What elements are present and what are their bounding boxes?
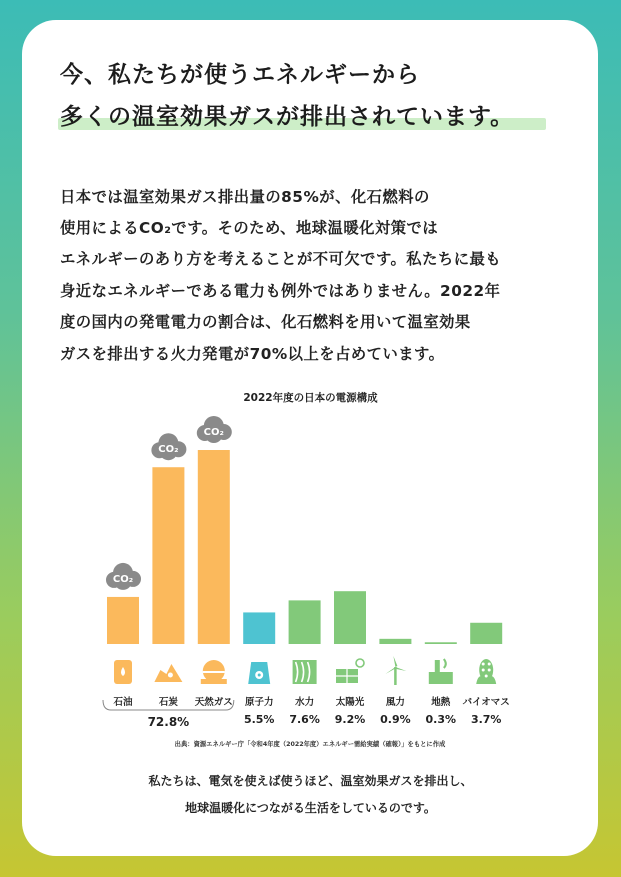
category-label: 太陽光 — [335, 697, 365, 708]
hydro-dam-icon — [293, 660, 317, 684]
category-label: 天然ガス — [194, 697, 233, 708]
solar-panel-icon — [336, 659, 364, 683]
value-label: 0.9% — [380, 713, 411, 726]
gas-tank-icon — [201, 660, 227, 684]
bar-geothermal-plant — [425, 642, 457, 644]
bar-gas-tank — [198, 450, 230, 644]
body-text-line: エネルギーのあり方を考えることが不可欠です。私たちに最も — [60, 250, 502, 268]
category-label: バイオマス — [462, 697, 510, 708]
body-text-line: ガスを排出する火力発電が70%以上を占めています。 — [60, 345, 445, 363]
body-text-line: 身近なエネルギーである電力も例外ではありません。2022年 — [60, 282, 501, 300]
body-text-line: 度の国内の発電電力の割合は、化石燃料を用いて温室効果 — [60, 313, 471, 331]
svg-text:CO₂: CO₂ — [112, 573, 134, 585]
category-label: 風力 — [385, 697, 405, 708]
value-label: 5.5% — [243, 713, 275, 726]
value-label: 9.2% — [334, 713, 366, 726]
category-label: 地熱 — [431, 697, 451, 708]
body-text-line: 日本では温室効果ガス排出量の85%が、化石燃料の — [60, 188, 430, 206]
chart-title: 2022年度の日本の電源構成 — [243, 392, 378, 404]
bar-solar-panel — [334, 591, 366, 644]
bar-wind-turbine — [379, 639, 411, 644]
heading-line-2: 多くの温室効果ガスが排出されています。 — [60, 104, 515, 130]
wind-turbine-icon — [385, 656, 406, 685]
bar-oil-barrel — [107, 597, 139, 644]
value-label: 3.7% — [470, 713, 502, 726]
svg-text:CO₂: CO₂ — [158, 444, 179, 456]
category-label: 水力 — [295, 697, 315, 708]
value-label: 7.6% — [289, 713, 320, 726]
fossil-total-label: 72.8% — [147, 715, 190, 729]
geothermal-plant-icon — [429, 659, 453, 684]
heading-line-1: 今、私たちが使うエネルギーから — [60, 62, 420, 88]
bar-coal-pile — [152, 467, 184, 644]
source-note: 出典：資源エネルギー庁「令和4年度（2022年度）エネルギー需給実績（確報）」をもとに作成 — [174, 741, 446, 748]
co2-cloud-icon — [106, 563, 141, 590]
coal-pile-icon — [154, 664, 182, 682]
body-text-line: 使用によるCO₂です。そのため、地球温暖化対策では — [60, 219, 439, 237]
bar-biomass-corn — [470, 623, 502, 644]
value-label: 0.3% — [425, 713, 457, 726]
bar-hydro-dam — [289, 600, 321, 644]
svg-text:CO₂: CO₂ — [203, 427, 224, 438]
category-label: 原子力 — [244, 697, 274, 708]
bar-nuclear-plant — [243, 612, 275, 644]
category-label: 石炭 — [158, 697, 178, 708]
nuclear-plant-icon — [248, 662, 270, 684]
co2-cloud-icon — [151, 433, 186, 460]
oil-barrel-icon — [114, 660, 132, 684]
category-label: 石油 — [113, 697, 133, 708]
footer-line-1: 私たちは、電気を使えば使うほど、温室効果ガスを排出し、 — [148, 774, 473, 788]
biomass-corn-icon — [476, 659, 496, 684]
footer-line-2: 地球温暖化につながる生活をしているのです。 — [185, 801, 436, 815]
co2-cloud-icon — [197, 416, 232, 443]
